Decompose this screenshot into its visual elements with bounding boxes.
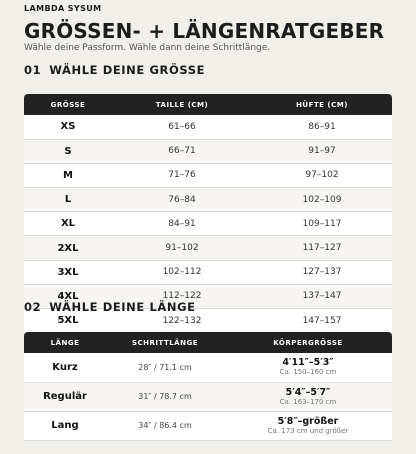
section-title: WÄHLE DEINE GRÖSSE	[49, 63, 206, 77]
size-cell: 2XL	[24, 236, 112, 260]
length-table-header	[24, 332, 392, 353]
section-length-heading	[24, 300, 196, 314]
size-table	[24, 94, 392, 333]
waist-cell: 112–122	[112, 284, 252, 308]
hip-cell: 97–102	[252, 163, 392, 187]
page-subtitle: Wähle deine Passform. Wähle dann deine Schrittlänge.	[24, 43, 271, 53]
section-title: WÄHLE DEINE LÄNGE	[49, 300, 196, 314]
inseam-cell: 34″ / 86.4 cm	[106, 411, 224, 440]
table-row	[24, 188, 392, 212]
length-table	[24, 332, 392, 441]
brand-name: LAMBDA SYSUM	[24, 4, 102, 13]
table-row	[24, 212, 392, 236]
height-metric: Ca. 163–170 cm	[279, 397, 337, 406]
table-row	[24, 382, 392, 411]
waist-cell: 76–84	[112, 188, 252, 212]
table-row	[24, 163, 392, 187]
size-cell: 3XL	[24, 260, 112, 284]
hip-cell: 102–109	[252, 188, 392, 212]
waist-cell: 66–71	[112, 139, 252, 163]
column-header-height: KÖRPERGRÖSSE	[224, 332, 392, 353]
hip-cell: 137–147	[252, 284, 392, 308]
height-cell	[224, 411, 392, 440]
height-cell	[224, 382, 392, 411]
waist-cell: 71–76	[112, 163, 252, 187]
inseam-cell: 31″ / 78.7 cm	[106, 382, 224, 411]
hip-cell: 91–97	[252, 139, 392, 163]
waist-cell: 122–132	[112, 309, 252, 333]
waist-cell: 102–112	[112, 260, 252, 284]
size-cell: XS	[24, 115, 112, 139]
waist-cell: 91–102	[112, 236, 252, 260]
size-cell: 5XL	[24, 309, 112, 333]
height-cell	[224, 353, 392, 382]
length-cell: Lang	[24, 411, 106, 440]
column-header-size: GRÖSSE	[24, 94, 112, 115]
size-cell: L	[24, 188, 112, 212]
page-title: GRÖSSEN- + LÄNGENRATGEBER	[24, 19, 385, 43]
height-imperial: 5′8″–größer	[277, 415, 339, 427]
section-size-heading	[24, 63, 205, 77]
column-header-length: LÄNGE	[24, 332, 106, 353]
hip-cell: 127–137	[252, 260, 392, 284]
length-cell: Regulär	[24, 382, 106, 411]
waist-cell: 84–91	[112, 212, 252, 236]
column-header-inseam: SCHRITTLÄNGE	[106, 332, 224, 353]
height-metric: Ca. 173 cm und größer	[267, 426, 349, 435]
height-imperial: 4′11″–5′3″	[282, 357, 334, 369]
section-number: 01	[24, 63, 42, 77]
size-cell: XL	[24, 212, 112, 236]
waist-cell: 61–66	[112, 115, 252, 139]
height-imperial: 5′4″–5′7″	[285, 386, 331, 398]
table-row	[24, 411, 392, 440]
hip-cell: 147–157	[252, 309, 392, 333]
column-header-waist: TAILLE (CM)	[112, 94, 252, 115]
table-row	[24, 236, 392, 260]
table-row	[24, 353, 392, 382]
hip-cell: 86–91	[252, 115, 392, 139]
table-row	[24, 115, 392, 139]
column-header-hip: HÜFTE (CM)	[252, 94, 392, 115]
section-number: 02	[24, 300, 42, 314]
hip-cell: 109–117	[252, 212, 392, 236]
size-cell: 4XL	[24, 284, 112, 308]
size-table-header	[24, 94, 392, 115]
hip-cell: 117–127	[252, 236, 392, 260]
height-metric: Ca. 150–160 cm	[279, 368, 337, 377]
size-cell: S	[24, 139, 112, 163]
length-cell: Kurz	[24, 353, 106, 382]
table-row	[24, 260, 392, 284]
size-cell: M	[24, 163, 112, 187]
table-row	[24, 139, 392, 163]
inseam-cell: 28″ / 71.1 cm	[106, 353, 224, 382]
